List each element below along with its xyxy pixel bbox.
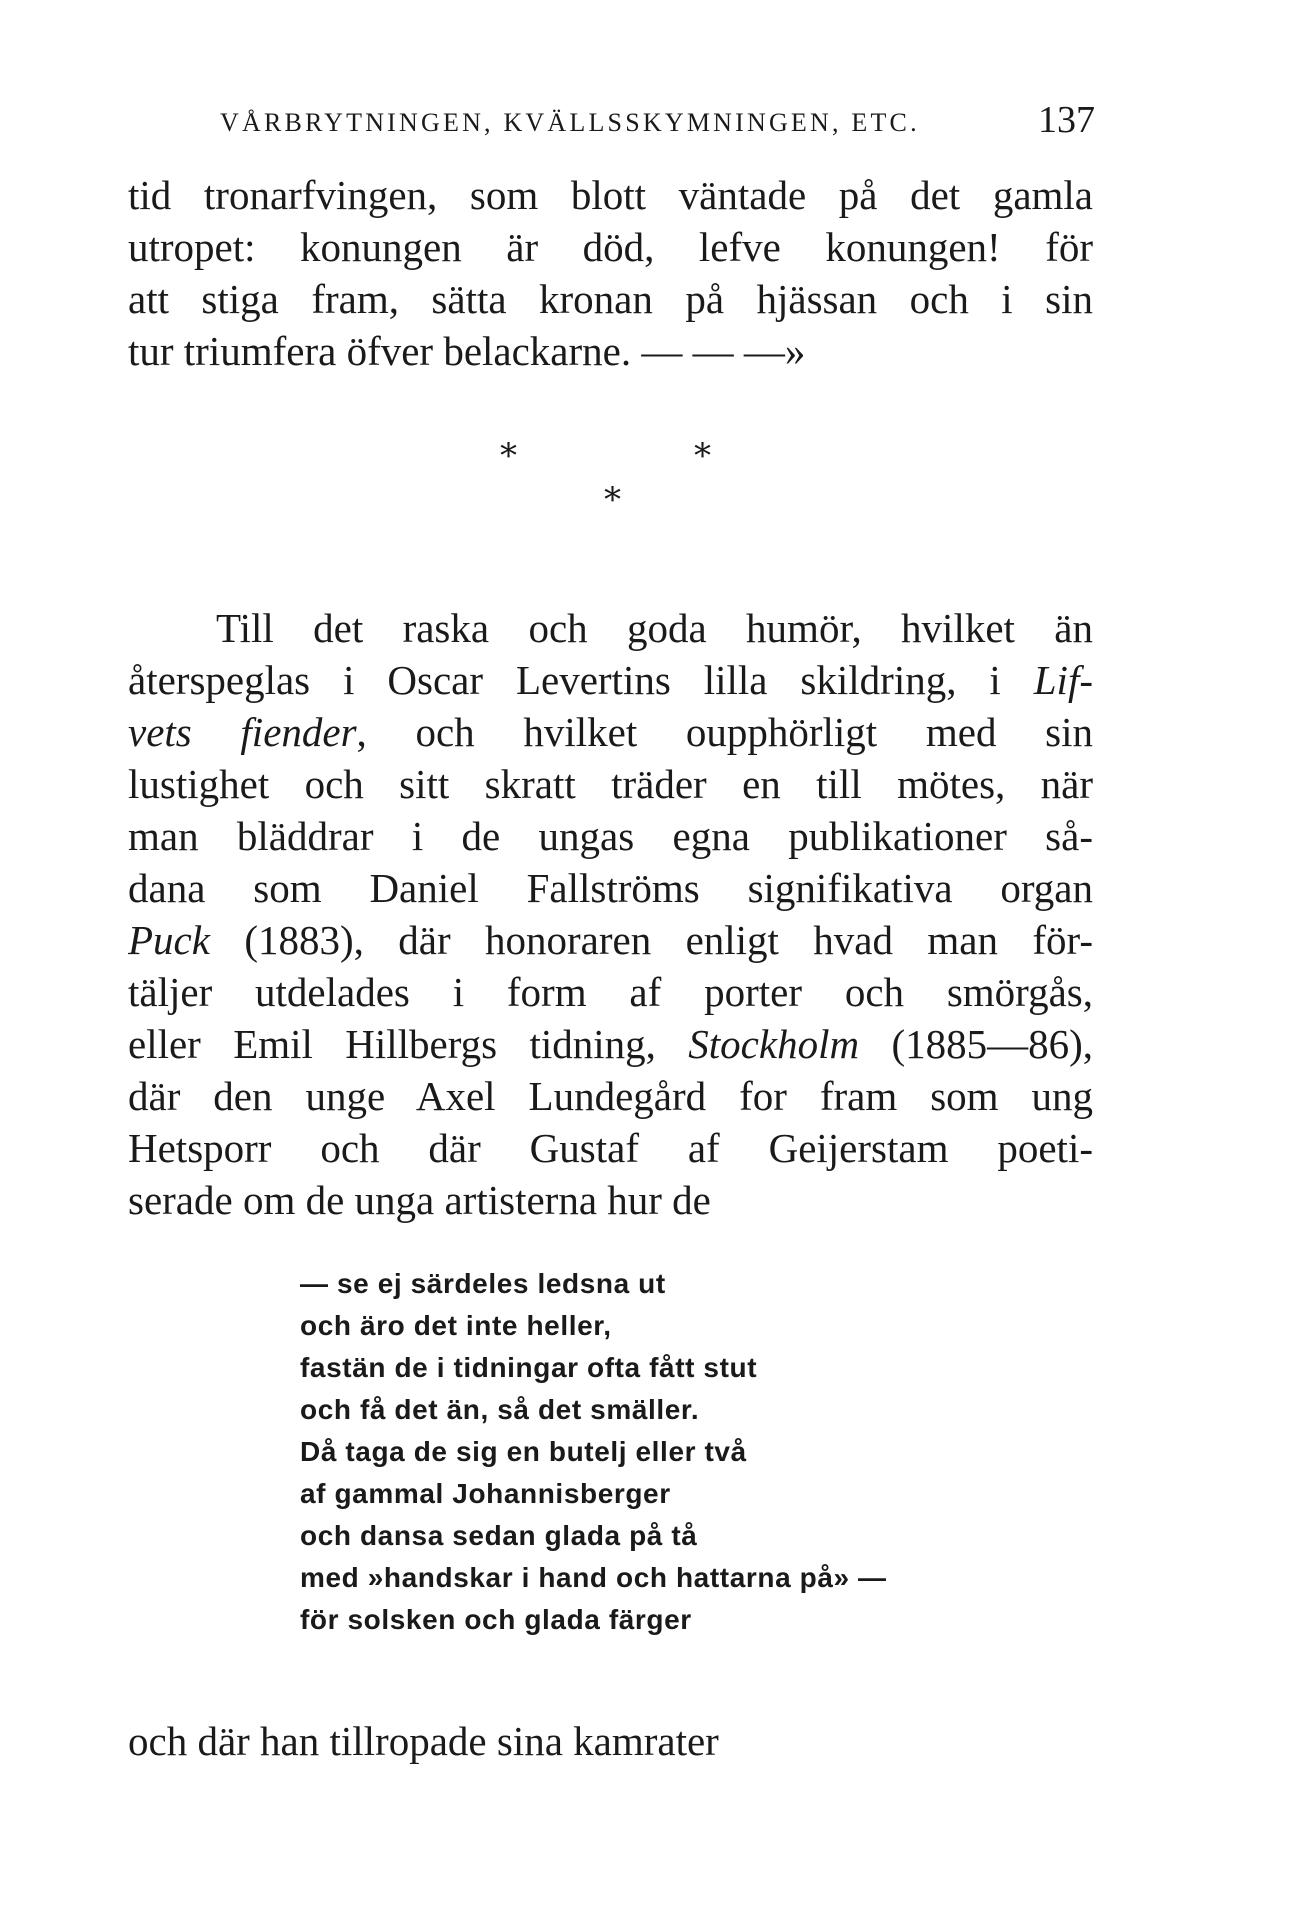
running-head: [160, 98, 1095, 148]
text-span: eller Emil Hillbergs tidning,: [128, 1021, 689, 1067]
verse-line: för solsken och glada färger: [300, 1604, 692, 1635]
text-span: , och hvilket oupphörligt med sin: [356, 709, 1093, 755]
verse-line: af gammal Johannisberger: [300, 1478, 671, 1509]
verse-line: Då taga de sig en butelj eller två: [300, 1436, 747, 1467]
text-line: där den unge Axel Lundegård for fram som ung: [128, 1073, 1093, 1119]
page-number: 137: [1038, 99, 1095, 141]
text-line: serade om de unga artisterna hur de: [128, 1177, 711, 1223]
text-line: täljer utdelades i form af porter och smörgås,: [128, 969, 1093, 1015]
text-line: tur triumfera öfver belackarne. — — —»: [128, 328, 806, 374]
text-line: att stiga fram, sätta kronan på hjässan och i sin: [128, 276, 1093, 322]
verse-line: — se ej särdeles ledsna ut: [300, 1268, 666, 1299]
text-span: (1885—86),: [859, 1021, 1093, 1067]
text-span: återspeglas i Oscar Levertins lilla skildring, i: [128, 657, 1034, 703]
text-line: [128, 653, 1093, 707]
text-line: dana som Daniel Fallströms signifikativa organ: [128, 865, 1093, 911]
text-line: Till det raska och goda humör, hvilket än: [216, 605, 1093, 651]
text-line: Hetsporr och där Gustaf af Geijerstam poeti-: [128, 1125, 1093, 1171]
verse-line: och äro det inte heller,: [300, 1310, 612, 1341]
verse-line: och dansa sedan glada på tå: [300, 1520, 698, 1551]
text-line: [128, 705, 1093, 759]
verse-line: och få det än, så det smäller.: [300, 1394, 700, 1425]
separator-star: *: [604, 480, 621, 520]
work-title-puck: Puck: [128, 917, 210, 963]
text-line: tid tronarfvingen, som blott väntade på det gamla: [128, 172, 1093, 218]
text-span: (1883), där honoraren enligt hvad man för-: [209, 917, 1093, 963]
verse-line: med »handskar i hand och hattarna på» —: [300, 1562, 887, 1593]
verse-line: fastän de i tidningar ofta fått stut: [300, 1352, 758, 1383]
text-line: utropet: konungen är död, lefve konungen! för: [128, 224, 1093, 270]
text-line: [128, 913, 1093, 967]
text-line: lustighet och sitt skratt träder en till mötes, när: [128, 761, 1093, 807]
separator-star: *: [500, 436, 517, 476]
work-title-lifvets-fiender: Lif-: [1033, 657, 1093, 703]
work-title-lifvets-fiender: vets fiender: [128, 709, 357, 755]
running-title: VÅRBRYTNINGEN, KVÄLLSSKYMNINGEN, ETC.: [220, 108, 920, 137]
separator-star: *: [694, 436, 711, 476]
text-line: man bläddrar i de ungas egna publikationer så-: [128, 813, 1093, 859]
text-line: och där han tillropade sina kamrater: [128, 1718, 719, 1764]
work-title-stockholm: Stockholm: [688, 1021, 860, 1067]
text-line: [128, 1017, 1093, 1071]
